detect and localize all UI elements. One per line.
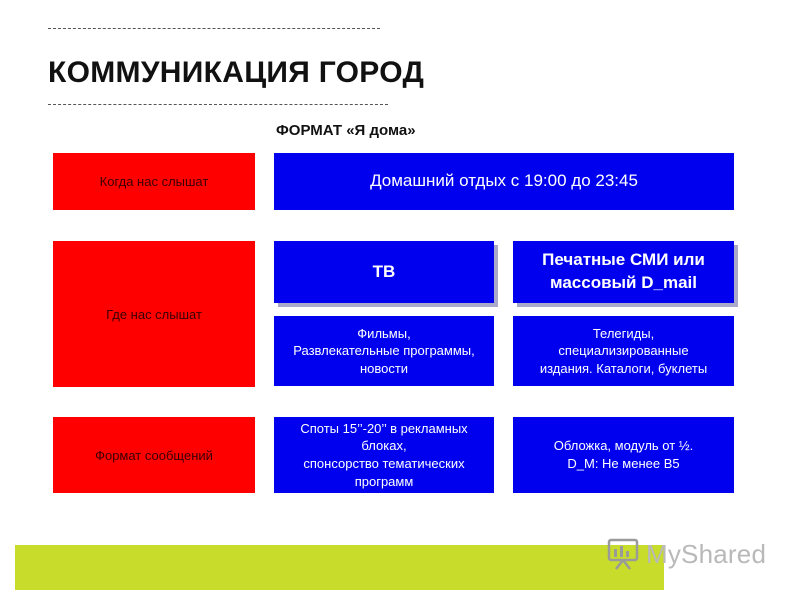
print-header-text: Печатные СМИ или массовый D_mail (542, 250, 705, 292)
format-subtitle: ФОРМАТ «Я дома» (276, 122, 416, 139)
where-label (53, 241, 255, 387)
print-format (513, 417, 734, 493)
tv-header-text: ТВ (372, 261, 396, 281)
print-header (513, 241, 734, 303)
title-divider (48, 104, 388, 105)
tv-header (274, 241, 494, 303)
slide-title: КОММУНИКАЦИЯ ГОРОД (48, 56, 425, 89)
where-label-text: Где нас слышат (106, 306, 202, 322)
watermark-logo (606, 537, 766, 571)
footer-accent-bar (15, 545, 664, 590)
print-content (513, 316, 734, 386)
print-format-text: Обложка, модуль от ½. D_M: Не менее В5 (553, 438, 694, 471)
when-label-text: Когда нас слышат (99, 174, 209, 189)
tv-content (274, 316, 494, 386)
when-value (274, 153, 734, 210)
when-label (53, 153, 255, 210)
format-label (53, 417, 255, 493)
tv-content-text: Фильмы, Развлекательные программы, новости (293, 325, 475, 376)
top-divider (48, 28, 380, 29)
tv-format (274, 417, 494, 493)
watermark-text: MyShared (646, 538, 767, 569)
format-label-text: Формат сообщений (95, 447, 213, 463)
when-value-text: Домашний отдых с 19:00 до 23:45 (370, 171, 638, 191)
tv-format-text: Споты 15’’-20’’ в рекламных блоках, спонсорство тематических программ (300, 420, 468, 489)
presentation-board-icon (606, 537, 640, 571)
print-content-text: Телегиды, специализированные издания. Каталоги, буклеты (539, 325, 708, 376)
